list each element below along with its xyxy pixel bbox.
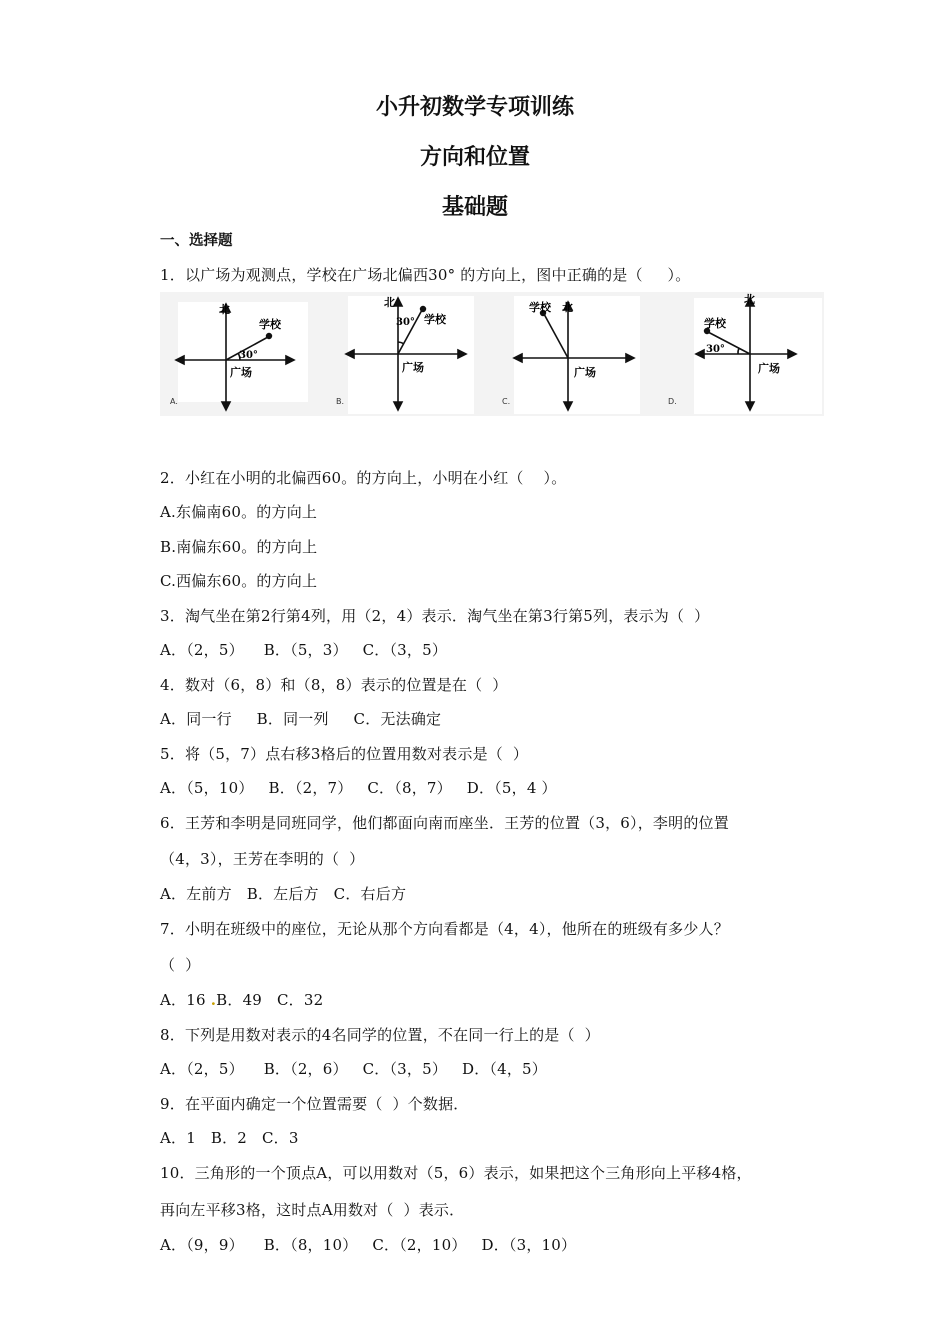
question-7: 7．小明在班级中的座位，无论从那个方向看都是（4，4），他所在的班级有多少人？ <box>160 920 729 938</box>
question-1: 1．以广场为观测点，学校在广场北偏西30° 的方向上，图中正确的是（ ）。 <box>160 266 691 284</box>
question-3: 3．淘气坐在第2行第4列，用（2，4）表示．淘气坐在第3行第5列，表示为（ ） <box>160 607 710 625</box>
svg-text:北: 北 <box>562 301 573 314</box>
question-10: 10．三角形的一个顶点A，可以用数对（5，6）表示，如果把这个三角形向上平移4格， <box>160 1164 752 1182</box>
svg-text:广场: 广场 <box>758 362 780 375</box>
panel-label-b: B. <box>336 397 345 406</box>
question-8: 8．下列是用数对表示的4名同学的位置，不在同一行上的是（ ） <box>160 1026 600 1044</box>
panel-label-a: A. <box>170 397 178 406</box>
question-7-cont: （ ） <box>160 956 201 974</box>
svg-text:北: 北 <box>744 293 755 306</box>
q8-options: A．（2，5） B．（2，6） C．（3，5） D．（4，5） <box>160 1060 547 1078</box>
q6-options: A．左前方 B．左后方 C．右后方 <box>160 885 407 903</box>
page-title: 小升初数学专项训练 <box>375 95 574 120</box>
q10-options: A．（9，9） B．（8，10） C．（2，10） D．（3，10） <box>160 1236 577 1254</box>
svg-text:30°: 30° <box>706 344 725 355</box>
figure-panel-c <box>492 292 658 416</box>
q9-options: A．1 B．2 C．3 <box>160 1129 299 1147</box>
square-label: 广场 <box>230 366 252 379</box>
svg-text:广场: 广场 <box>574 366 596 379</box>
direction-figure <box>160 292 824 416</box>
figure-panel-b <box>326 292 492 416</box>
school-label: 学校 <box>259 318 281 331</box>
question-9: 9．在平面内确定一个位置需要（ ）个数据． <box>160 1095 469 1113</box>
svg-text:30°: 30° <box>396 317 415 328</box>
angle-label: 30° <box>239 350 258 361</box>
q2-option-c: C.西偏东60。的方向上 <box>160 572 318 590</box>
q5-options: A．（5，10） B．（2，7） C．（8，7） D．（5，4 ） <box>160 779 557 797</box>
question-6-cont: （4，3），王芳在李明的（ ） <box>160 850 365 868</box>
level-heading: 基础题 <box>441 195 508 220</box>
page-subtitle: 方向和位置 <box>419 145 530 170</box>
panel-label-c: C. <box>502 397 511 406</box>
q2-option-b: B.南偏东60。的方向上 <box>160 538 318 556</box>
section-label: 一、选择题 <box>160 233 233 249</box>
figure-panel-d <box>658 292 824 416</box>
q4-options: A．同一行 B．同一列 C．无法确定 <box>160 710 442 728</box>
panel-label-d: D. <box>668 397 677 406</box>
question-2: 2．小红在小明的北偏西60。的方向上，小明在小红（ ）。 <box>160 469 567 487</box>
figure-panel-a <box>160 292 326 416</box>
svg-text:广场: 广场 <box>402 361 424 374</box>
q7-options: A．16 .B．49 C．32 <box>160 991 324 1009</box>
question-6: 6．王芳和李明是同班同学，他们都面向南而座坐．王芳的位置（3，6），李明的位置 <box>160 814 729 832</box>
svg-text:学校: 学校 <box>529 301 551 314</box>
svg-text:学校: 学校 <box>704 317 726 330</box>
svg-text:学校: 学校 <box>424 313 446 326</box>
question-10-cont: 再向左平移3格，这时点A用数对（ ）表示． <box>160 1201 465 1219</box>
svg-text:北: 北 <box>384 296 395 309</box>
question-4: 4．数对（6，8）和（8，8）表示的位置是在（ ） <box>160 676 508 694</box>
q3-options: A．（2，5） B．（5，3） C．（3，5） <box>160 641 448 659</box>
q2-option-a: A.东偏南60。的方向上 <box>160 503 318 521</box>
north-label: 北 <box>219 303 230 316</box>
question-5: 5．将（5，7）点右移3格后的位置用数对表示是（ ） <box>160 745 529 763</box>
